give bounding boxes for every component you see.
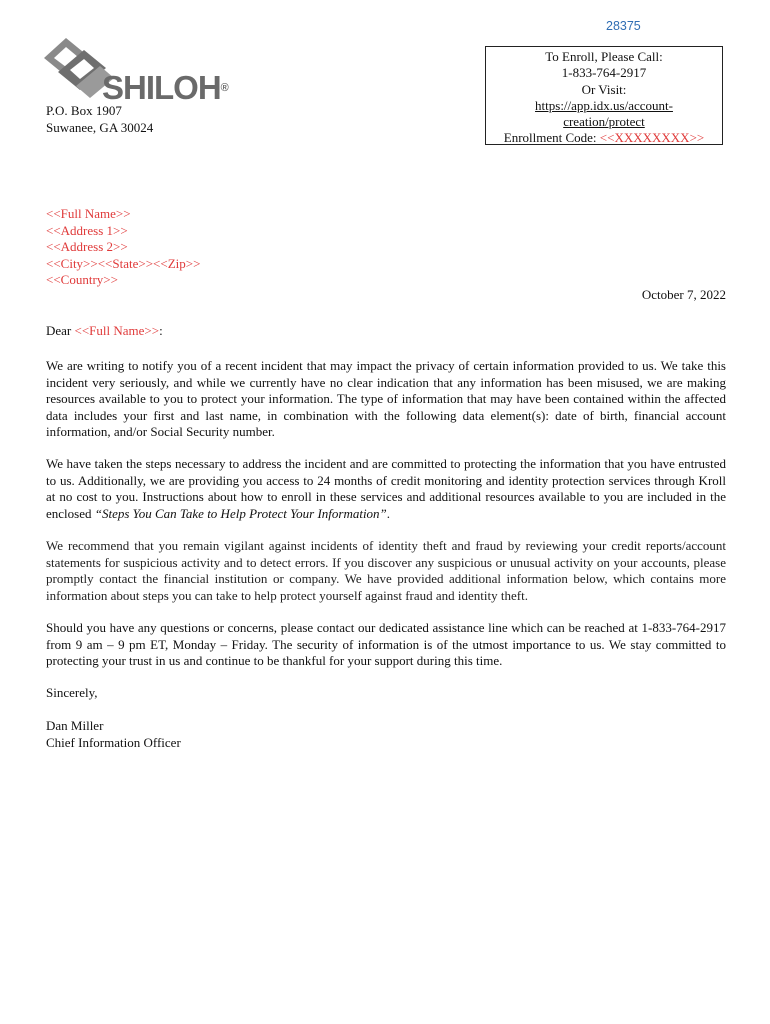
return-address-line1: P.O. Box 1907 [46, 103, 122, 118]
signature-name: Dan Miller [46, 718, 104, 733]
signature-title: Chief Information Officer [46, 734, 181, 750]
enroll-url-line2[interactable]: creation/protect [563, 114, 645, 130]
paragraph-2-emphasis: “Steps You Can Take to Help Protect Your Information” [94, 505, 387, 521]
recipient-full-name: <<Full Name>> [46, 206, 131, 221]
letter-date: October 7, 2022 [641, 287, 726, 302]
return-address [46, 103, 246, 136]
recipient-address [46, 206, 346, 289]
logo-wordmark: SHILOH® [102, 69, 229, 106]
greeting-suffix: : [159, 323, 163, 338]
greeting [46, 323, 446, 340]
recipient-address2: <<Address 2>> [46, 239, 128, 254]
enroll-or-visit: Or Visit: [581, 81, 627, 97]
greeting-prefix: Dear [46, 323, 75, 338]
recipient-address1: <<Address 1>> [46, 222, 128, 238]
signature-block [46, 718, 346, 751]
paragraph-3: We recommend that you remain vigilant against incidents of identity theft and fraud by reviewing your credit reports/account statements for suspicious activity and to detect errors. If you discover any suspicious or unusual activity on your accounts, please promptly contact the financial institution or company. We have provided additional information below, which contains more information about steps you can take to help protect yourself against fraud and identity theft. [46, 538, 726, 603]
paragraph-2 [46, 456, 726, 522]
paragraph-2-end: . [386, 505, 391, 521]
paragraph-2-text: We have taken the steps necessary to address the incident and are committed to protecting the information that you have entrusted to us. Additionally, we are providing you access to 24 months of credit monitoring and identity protection services through Kroll at no cost to you. Instructions about how to enroll in these services and additional resources available to you are included in the enclosed [46, 456, 726, 521]
recipient-city-state-zip: <<City>><<State>><<Zip>> [46, 255, 201, 271]
shiloh-logo [44, 36, 254, 106]
return-address-line2: Suwanee, GA 30024 [46, 119, 154, 135]
enrollment-box [485, 46, 723, 145]
greeting-name: <<Full Name>> [74, 323, 160, 338]
enroll-call-label: To Enroll, Please Call: [545, 49, 663, 64]
paragraph-1: We are writing to notify you of a recent incident that may impact the privacy of certain information provided to us. We take this incident very seriously, and while we currently have no clear indication that any information has been misused, we are making resources available to you to protect your information. The type of information that may have been contained within the affected data includes your first and last name, in combination with the following data element(s): date of birth, financial account information, and/or Social Security number. [46, 358, 726, 439]
enroll-url-line1[interactable]: https://app.idx.us/account- [535, 97, 673, 113]
enrollment-code-label: Enrollment Code: [503, 130, 600, 146]
enrollment-code-value: <<XXXXXXXX>> [599, 130, 705, 146]
closing: Sincerely, [46, 685, 98, 700]
paragraph-4: Should you have any questions or concerns, please contact our dedicated assistance line which can be reached at 1-833-764-2917 from 9 am – 9 pm ET, Monday – Friday. The security of information is of the utmost importance to us. We stay committed to protecting your trust in us and continue to be thankful for your support during this time. [46, 620, 726, 668]
enrollment-code [486, 130, 722, 146]
recipient-country: <<Country>> [46, 272, 118, 287]
enroll-phone: 1-833-764-2917 [561, 65, 647, 81]
reference-number: 28375 [606, 19, 641, 33]
